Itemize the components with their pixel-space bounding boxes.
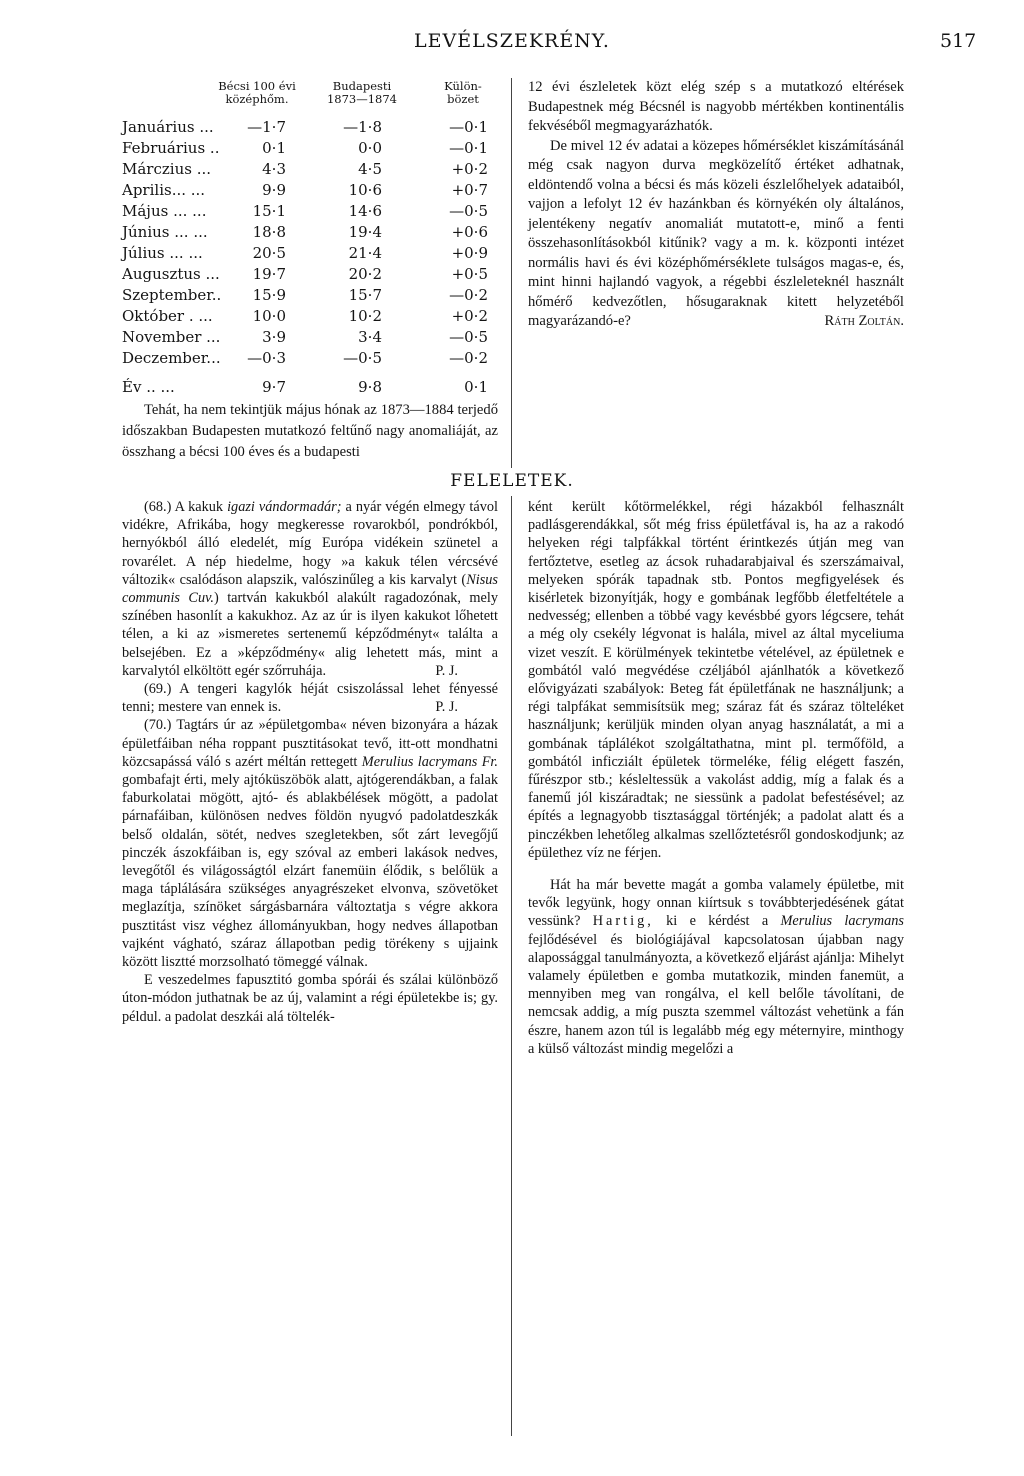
row-diff: +0·2 xyxy=(451,160,488,178)
text: A tengeri kagylók héját csiszolással lehet fényessé tenni; mestere van ennek is. xyxy=(122,681,498,716)
row-month: Év .. ... xyxy=(122,378,175,396)
row-month: Januárius ... xyxy=(122,118,214,136)
row-budapest: 3·4 xyxy=(358,328,382,346)
row-diff: —0·5 xyxy=(449,328,488,346)
row-budapest: 9·8 xyxy=(358,378,382,396)
answer-signature: P. J. xyxy=(435,662,458,679)
column-divider-bottom xyxy=(511,496,512,1436)
answer-number: (69.) xyxy=(144,681,172,698)
row-diff: +0·2 xyxy=(451,307,488,325)
row-diff: —0·1 xyxy=(449,118,488,136)
text: ki e kérdést a xyxy=(666,913,769,930)
row-vienna: 15·1 xyxy=(252,202,286,220)
row-month: Deczember... xyxy=(122,349,221,367)
species-name: Nisus communis Cuv. xyxy=(122,571,498,607)
row-diff: —0·1 xyxy=(449,139,488,157)
answer-69 xyxy=(122,680,498,716)
row-budapest: —1·8 xyxy=(343,118,382,136)
person-name: Hartig, xyxy=(592,913,654,930)
row-month: Aprilis... ... xyxy=(122,181,206,199)
row-vienna: 19·7 xyxy=(252,265,286,283)
row-budapest: 0·0 xyxy=(358,139,382,157)
paragraph xyxy=(528,137,904,332)
row-vienna: —1·7 xyxy=(247,118,286,136)
text: Hát ha már bevette magát a gomba valamely épületbe, mit tevők legyünk, hogy onnan kiírtsuk s továbbterjedésének gátat vessünk? xyxy=(528,877,904,930)
answer-signature: P. J. xyxy=(435,699,458,716)
row-budapest: 20·2 xyxy=(348,265,382,283)
paragraph xyxy=(528,876,904,1058)
section-title: FELELETEK. xyxy=(450,471,574,491)
row-month: Szeptember.. xyxy=(122,286,222,304)
answers-left-column xyxy=(122,498,498,1026)
answer-70 xyxy=(122,716,498,971)
row-diff: —0·2 xyxy=(449,349,488,367)
page-header-title: LEVÉLSZEKRÉNY. xyxy=(414,30,610,52)
text: gombafajt érti, mely ajtóküszöbök alatt, ajtógerendákban, a falak faburkolatai mögött, ajtó- és ablakbélések mögött, a padolat párnafáiban, különösen nedves földön nyugvó padolatdeszkák belső oldalán, sötét, nedves szegletekben, sőt zárt levegőjű pinczék ászokfáiban is, egy szóval az emberi lakások nedves, levegőtől és világosságtól elzárt fanemüin élődik, s belőlük a maga táplálására szükséges anyagrészeket elvonva, szövetöket meglazítja, színöket sárgásbarnára változtatja s végre akkora pusztitást visz véghez állományukban, hogy nedves állapotban vajként vágható, száraz állapotban pedig törékeny s ujjaink között lisztté morzsolható tömeggé válnak. xyxy=(122,772,498,971)
table-header-difference: Külön- bözet xyxy=(444,79,482,106)
paragraph: ként került kőtörmelékkel, régi házakból felhasznált padlásgerendákkal, sőt még friss épületfával is, ha az a rakodó helyeken régi talpfákkal történt érintkezés útján meg van fertőztetve, esetleg az ácsok ruhadarabjaival és szerszámaival, melyeken spórák tapadnak stb. Pontos megfigyelések és kisérletek bizonyítják, hogy e gombának legfőbb életfeltétele a nedvesség; ellenben a többé vagy kevésbbé gyors légcsere, tehát a még oly csekély légvonat is halála, mivel az által myceliuma vizet veszít. E körülmények tekintetbe vételével, az épületnek e gombától való megvédése czéljából ajánlhatók a következő elővigyázati szabályok: Beteg fát épületfának ne használjunk; a régi talpfákat semmisítsük meg; száraz fát és száraz tölteléket használjunk; kerüljük minden olyan anyag használatát, a mi a gombának táplálékot szolgáltathatna, mint pl. termőföld, a gombától inficziált épületek törmeléke, félig elégett faszén, fűrészpor stb.; késleltessük a vakolást addig, míg a falak és a fanemű jól kiszáradtak; ne siessünk a padolat befestésével; az építés a legnagyobb tisztasággal történjék; a padolat alatt és a pinczékben lehetőleg alkalmas szellőztetésről gondoskodjunk; az épülethez víz ne férjen. xyxy=(528,499,904,861)
row-vienna: 3·9 xyxy=(262,328,286,346)
table-header-vienna: Bécsi 100 évi középhőm. xyxy=(218,79,296,106)
answer-number: (70.) xyxy=(144,717,172,734)
row-month: Június ... ... xyxy=(122,223,208,241)
row-month: Márczius ... xyxy=(122,160,212,178)
row-budapest: 4·5 xyxy=(358,160,382,178)
row-diff: +0·7 xyxy=(451,181,488,199)
row-budapest: 19·4 xyxy=(348,223,382,241)
row-budapest: 10·2 xyxy=(348,307,382,325)
row-diff: +0·9 xyxy=(451,244,488,262)
text: a nyár végén elmegy távol vidékre, Afrikába, hogy megkeresse rovarokból, pondrókból, hernyókból álló eledelét, míg Európa vidékein szünetel a rovarélet. A nép hiedelme, hogy »a kakuk télen vércsévé változik« csalódáson alapszik, valószinűleg a kis karvalyt ( xyxy=(122,499,498,588)
row-budapest: —0·5 xyxy=(343,349,382,367)
row-vienna: —0·3 xyxy=(247,349,286,367)
column-divider-top xyxy=(511,78,512,468)
emphasis: igazi vándormadár; xyxy=(227,499,342,515)
row-month: Május ... ... xyxy=(122,202,207,220)
row-month: Július ... ... xyxy=(122,244,203,262)
row-diff: —0·2 xyxy=(449,286,488,304)
row-vienna: 0·1 xyxy=(262,139,286,157)
row-budapest: 15·7 xyxy=(348,286,382,304)
row-budapest: 10·6 xyxy=(348,181,382,199)
row-budapest: 14·6 xyxy=(348,202,382,220)
row-vienna: 4·3 xyxy=(262,160,286,178)
top-right-column xyxy=(528,78,904,332)
row-diff: +0·6 xyxy=(451,223,488,241)
species-name: Merulius lacrymans xyxy=(780,913,904,930)
row-budapest: 21·4 xyxy=(348,244,382,262)
row-vienna: 18·8 xyxy=(252,223,286,241)
author-signature: Ráth Zoltán. xyxy=(824,313,904,329)
row-vienna: 20·5 xyxy=(252,244,286,262)
row-month: Október . ... xyxy=(122,307,213,325)
text: A kakuk xyxy=(174,499,224,515)
row-diff: 0·1 xyxy=(464,378,488,396)
text: ) tartván kakukból alakúlt ragadozónak, mely színében hasonlít a kakukhoz. Az az úr is ilyen kakukot lőhetett télen, a ki az »ismeretes sertenemű képződményt« találta a belsejében. Ez a »képződmény« alig lehetett más, mint a karvalytól elköltött egér szőrruhája. xyxy=(122,590,499,679)
row-month: November ... xyxy=(122,328,221,346)
continuation-text: Tehát, ha nem tekintjük május hónak az 1873—1884 terjedő időszakban Budapesten mutatkozó feltűnő nagy anomaliáját, az összhang a bécsi 100 éves és a budapesti xyxy=(122,402,498,460)
text: Tagtárs úr az »épületgomba« néven bizonyára a házak épületfáiban néha roppant pusztitásokat tevő, itt-ott mondhatni közcsapássá váló s azért méltán rettegett xyxy=(122,717,498,770)
paragraph: 12 évi észleletek közt elég szép s a mutatkozó eltérések Budapestnek még Bécsnél is nagyobb mértékben kontinentális fekvéséből megmagyarázhatók. xyxy=(528,79,904,134)
row-diff: —0·5 xyxy=(449,202,488,220)
answer-68 xyxy=(122,498,498,680)
answer-number: (68.) xyxy=(144,499,172,515)
species-name: Merulius lacrymans Fr. xyxy=(361,753,498,770)
table-header-budapest: Budapesti 1873—1874 xyxy=(326,79,398,106)
answers-right-column xyxy=(528,498,904,1058)
row-vienna: 9·7 xyxy=(262,378,286,396)
row-vienna: 10·0 xyxy=(252,307,286,325)
paragraph: E veszedelmes fapusztitó gomba spórái és szálai különböző úton-módon juthatnak be az új, valamint a régi épületekbe is; gy. példul. a padolat deszkái alá töltelék- xyxy=(122,972,498,1025)
paragraph-text: De mivel 12 év adatai a közepes hőmérséklet kiszámításánál még csak nagyon durva megközelítő értéket adhatnak, eldöntendő volna a bécsi és más közeli észlelőhelyek adataiból, vajjon a lefolyt 12 év hazánkban és környékén oly általános, jelentékeny negatív anomaliát mutatott-e, minő a fenti összehasonlításokból kitűnik? vagy a m. k. központi intézet normális havi és évi középhőmérséklete tulságos magas-e, és, mint hinni hajlandó vagyok, a régebbi észleleteknél használt hőmérő kedvezőtlen, hősugaraknak kitett helyzetéből magyarázandó-e? xyxy=(528,137,904,329)
top-left-paragraph xyxy=(122,400,498,463)
row-vienna: 15·9 xyxy=(252,286,286,304)
row-month: Augusztus ... xyxy=(122,265,220,283)
page-number: 517 xyxy=(940,30,977,52)
row-diff: +0·5 xyxy=(451,265,488,283)
row-month: Februárius .. xyxy=(122,139,220,157)
row-vienna: 9·9 xyxy=(262,181,286,199)
text: fejlődésével és biológiájával kapcsolatosan újabban nagy alapossággal tanulmányozta, a következő eljárást ajánlja: Mihelyt valamely épületben e gomba mutatkozik, minden fanemüt, a mennyiben meg van rongálva, el kell belőle távolítani, de nemcsak addig, a míg puszta szemmel változást vehetünk a fán észre, hanem azon túl is legalább még egy méternyire, minthogy a külső változást mindig megelőzi a xyxy=(528,931,904,1057)
